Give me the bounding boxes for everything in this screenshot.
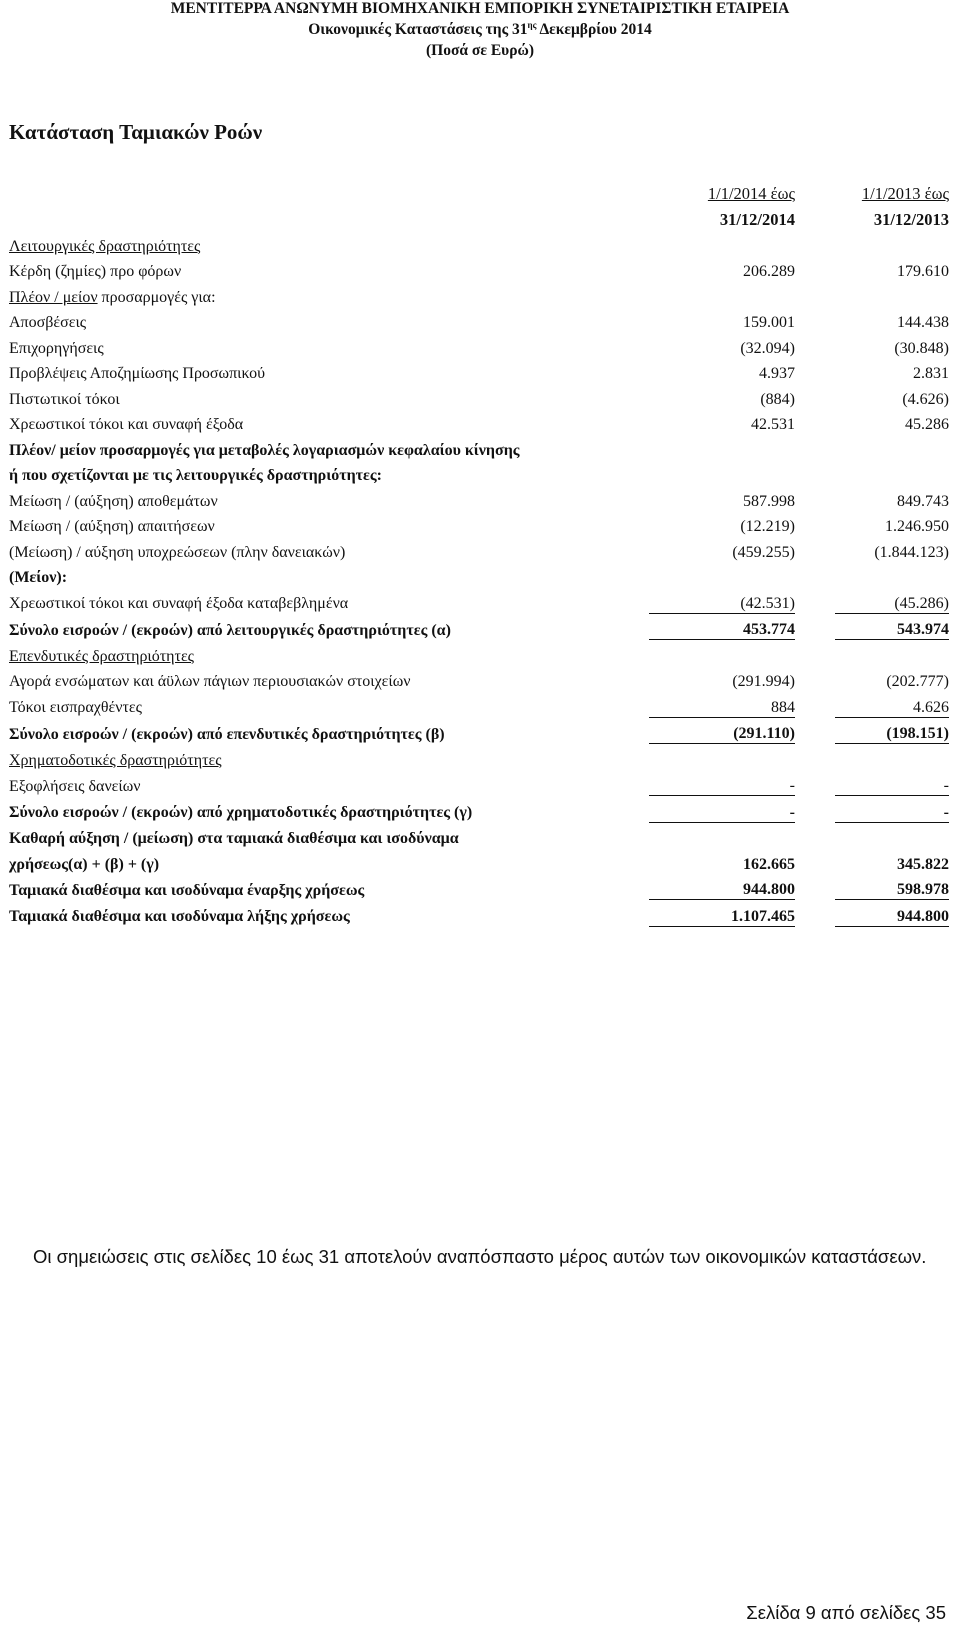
page-title: Κατάσταση Ταμιακών Ροών [9,120,263,144]
column-header-2013-to: 31/12/2013 [873,210,949,229]
row-value-2014: 1.107.465 [649,900,795,927]
row-label: Πλέον/ μείον προσαρμογές για μεταβολές λογαριασμών κεφαλαίου κίνησης [9,441,520,459]
column-header-2013-from: 1/1/2013 έως [861,184,949,203]
table-row [9,822,949,848]
row-value-2013: (198.151) [835,717,949,744]
row-value-2014 [649,640,795,666]
table-row [9,587,949,613]
row-value-2014 [649,434,795,460]
row-label: Επιχορηγήσεις [9,339,104,357]
row-value-2014: 159.001 [743,314,795,331]
table-row [9,511,949,537]
row-label: Σύνολο εισροών / (εκροών) από λειτουργικές δραστηριότητες (α) [9,621,451,639]
row-value-2013: (4.626) [902,390,949,408]
table-row [9,485,949,511]
row-value-2014 [649,562,795,588]
page-number: Σελίδα 9 από σελίδες 35 [746,1602,946,1623]
row-value-2014: 4.937 [759,365,795,382]
table-row [9,744,949,770]
company-name: ΜΕΝΤΙΤΕΡΡΑ ΑΝΩΝΥΜΗ ΒΙΟΜΗΧΑΝΙΚΗ ΕΜΠΟΡΙΚΗ ΣΥΝΕΤΑΙΡΙΣΤΙΚΗ ΕΤΑΙΡΕΙΑ [170,0,790,17]
table-row [9,536,949,562]
row-label: Καθαρή αύξηση / (μείωση) στα ταμιακά διαθέσιμα και ισοδύναμα [9,830,459,847]
row-value-2013: 4.626 [835,691,949,717]
row-value-2014 [649,822,795,848]
row-value-2014: (459.255) [732,543,795,561]
table-row [9,874,949,900]
row-value-2013: 144.438 [897,314,949,331]
row-label: Κέρδη (ζημίες) προ φόρων [9,263,182,280]
row-value-2013: 2.831 [913,365,949,382]
row-value-2014: (291.994) [732,673,795,690]
cash-flow-body [9,180,949,926]
row-value-2013: - [835,796,949,823]
notes-statement: Οι σημειώσεις στις σελίδες 10 έως 31 αποτελούν αναπόσπαστο μέρος αυτών των οικονομικών καταστάσεων. [33,1246,927,1267]
row-value-2013: 944.800 [835,900,949,927]
row-value-2013: 345.822 [897,855,949,873]
column-header-2014-to: 31/12/2014 [719,210,795,229]
row-value-2014 [649,281,795,307]
row-value-2014: 587.998 [743,492,795,510]
row-value-2014: (12.219) [740,518,795,535]
row-label: Χρεωστικοί τόκοι και συναφή έξοδα [9,416,244,433]
row-value-2014: 162.665 [743,855,795,873]
column-header-row-1 [9,180,949,204]
statements-sup: ης [527,20,537,30]
row-value-2014: (884) [760,390,795,408]
row-value-2014: - [649,796,795,823]
row-value-2014 [649,230,795,256]
row-value-2014 [649,460,795,486]
table-row [9,848,949,874]
row-label: Μείωση / (αύξηση) απαιτήσεων [9,518,215,535]
row-value-2014: - [649,770,795,796]
currency-note: (Ποσά σε Ευρώ) [425,42,535,59]
table-row [9,613,949,640]
row-label: (Μείον): [9,569,68,586]
column-header-2014-from: 1/1/2014 έως [707,184,795,203]
table-row [9,562,949,588]
row-value-2014: (291.110) [649,717,795,744]
row-value-2013: 179.610 [897,263,949,280]
row-label: Προβλέψεις Αποζημίωσης Προσωπικού [9,365,266,382]
row-value-2013 [835,434,949,460]
statements-suffix: Δεκεμβρίου 2014 [536,21,652,39]
table-row [9,460,949,486]
row-value-2013 [835,744,949,770]
table-row [9,666,949,692]
row-value-2014: (42.531) [649,587,795,613]
row-value-2013: (202.777) [886,673,949,690]
row-label: Πιστωτικοί τόκοι [9,390,120,408]
row-value-2014: 944.800 [649,874,795,900]
table-row [9,332,949,358]
table-row [9,307,949,333]
row-label: Τόκοι εισπραχθέντες [9,699,142,716]
row-label: Ταμιακά διαθέσιμα και ισοδύναμα έναρξης χρήσεως [9,881,365,899]
row-value-2013: 45.286 [905,416,949,433]
row-label: Επενδυτικές δραστηριότητες [9,647,195,665]
row-label: Μείωση / (αύξηση) αποθεμάτων [9,492,218,510]
row-label-underlined: Πλέον / μείον [9,288,98,306]
row-value-2013: (1.844.123) [874,543,949,561]
table-row [9,640,949,666]
row-label: Αγορά ενσώματων και άϋλων πάγιων περιουσιακών στοιχείων [9,673,411,690]
row-value-2013: (30.848) [894,339,949,357]
table-row [9,358,949,384]
statements-prefix: Οικονομικές Καταστάσεις της 31 [308,21,528,39]
row-label: (Μείωση) / αύξηση υποχρεώσεων (πλην δανειακών) [9,543,346,561]
row-label [9,281,649,307]
row-value-2013: 1.246.950 [885,518,949,535]
row-value-2014 [649,744,795,770]
row-value-2014: (32.094) [740,339,795,357]
row-label: Εξοφλήσεις δανείων [9,777,141,795]
table-row [9,409,949,435]
row-value-2013: 598.978 [835,874,949,900]
row-label: Ταμιακά διαθέσιμα και ισοδύναμα λήξης χρήσεως [9,908,350,925]
table-row [9,281,949,307]
table-row [9,230,949,256]
column-header-row-2 [9,204,949,230]
cash-flow-table [9,180,949,927]
row-value-2013 [835,230,949,256]
table-row [9,900,949,927]
table-row [9,717,949,744]
row-label: Χρηματοδοτικές δραστηριότητες [9,751,222,769]
table-row [9,256,949,282]
row-value-2014: 42.531 [751,416,795,433]
row-value-2014: 884 [649,691,795,717]
row-value-2013 [835,562,949,588]
row-value-2014: 453.774 [649,613,795,640]
row-label: ή που σχετίζονται με τις λειτουργικές δραστηριότητες: [9,467,382,484]
row-label-rest: προσαρμογές για: [97,288,216,306]
row-value-2013: 849.743 [897,492,949,510]
table-row [9,434,949,460]
row-value-2013 [835,460,949,486]
row-value-2013 [835,281,949,307]
statements-date [0,20,960,39]
row-label: Σύνολο εισροών / (εκροών) από επενδυτικές δραστηριότητες (β) [9,725,445,743]
row-label: Σύνολο εισροών / (εκροών) από χρηματοδοτικές δραστηριότητες (γ) [9,804,473,821]
row-label: Λειτουργικές δραστηριότητες [9,237,201,255]
row-value-2013: (45.286) [835,587,949,613]
row-value-2013 [835,640,949,666]
table-row [9,691,949,717]
row-label: Χρεωστικοί τόκοι και συναφή έξοδα καταβεβλημένα [9,595,349,612]
row-value-2014: 206.289 [743,263,795,280]
row-value-2013 [835,822,949,848]
row-label: Αποσβέσεις [9,314,87,331]
table-row [9,796,949,823]
row-label: χρήσεως(α) + (β) + (γ) [9,855,160,873]
row-value-2013: 543.974 [835,613,949,640]
table-row [9,383,949,409]
table-row [9,770,949,796]
row-value-2013: - [835,770,949,796]
